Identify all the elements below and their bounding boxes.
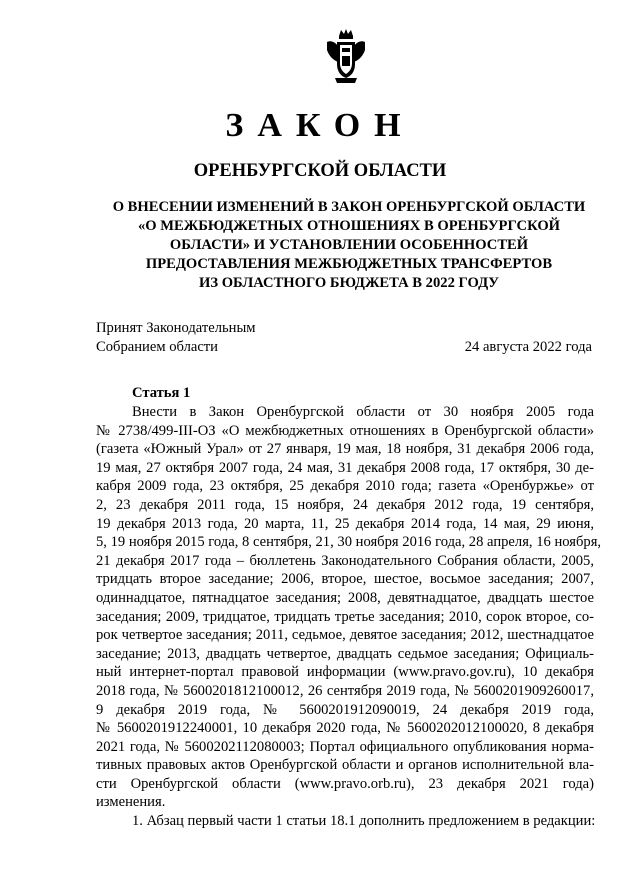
article-line: 5, 19 ноября 2015 года, 8 сентября, 21, 30 ноября 2016 года, 28 апреля, 16 ноября,: [96, 534, 602, 551]
article-line: (газета «Южный Урал» от 27 января, 19 мая, 18 ноября, 31 декабря 2006 года,: [96, 441, 594, 458]
law-subject: [96, 198, 602, 293]
article-line: рок четвертое заседания; 2011, седьмое, девятое заседания; 2012, шестнадцатое: [96, 627, 594, 644]
subject-line: «О МЕЖБЮДЖЕТНЫХ ОТНОШЕНИЯХ В ОРЕНБУРГСКОЙ: [137, 218, 561, 234]
article-line: 19 мая, 27 октября 2007 года, 24 мая, 31 декабря 2008 года, 17 октября, 30 де-: [96, 459, 594, 476]
adoption-line: Принят Законодательным: [96, 320, 256, 336]
article-line: тивных правовых актов Оренбургской области и органов исполнительной вла-: [96, 757, 594, 774]
article-line: № 2738/499-III-ОЗ «О межбюджетных отношениях в Оренбургской области»: [96, 422, 594, 439]
subject-line: О ВНЕСЕНИИ ИЗМЕНЕНИЙ В ЗАКОН ОРЕНБУРГСКОЙ ОБЛАСТИ: [112, 199, 586, 215]
article-line: 9 декабря 2019 года, № 5600201912090019, 24 декабря 2019 года,: [96, 701, 594, 718]
adoption-note: [96, 319, 255, 357]
subject-line: ПРЕДОСТАВЛЕНИЯ МЕЖБЮДЖЕТНЫХ ТРАНСФЕРТОВ: [145, 256, 553, 272]
article-line: 1. Абзац первый части 1 статьи 18.1 дополнить предложением в редакции:: [132, 813, 596, 830]
article-line: тридцать второе заседание; 2006, второе, шестое, восьмое заседания; 2007,: [96, 571, 594, 588]
article-line: 2021 года, № 5600202112080003; Портал официального опубликования норма-: [96, 738, 594, 755]
subject-line: ИЗ ОБЛАСТНОГО БЮДЖЕТА В 2022 ГОДУ: [199, 275, 499, 291]
article-line: заседания; 2009, тридцатое, тридцать третье заседания; 2010, сорок второе, со-: [96, 608, 594, 625]
article-line: 21 декабря 2017 года – бюллетень Законодательного Собрания области, 2005,: [96, 552, 594, 569]
article-line: изменения.: [96, 794, 166, 811]
article-line: сти Оренбургской области (www.pravo.orb.ru), 23 декабря 2021 года): [96, 775, 594, 792]
coat-of-arms-icon: [325, 28, 367, 84]
adoption-line: Собранием области: [96, 339, 218, 355]
article-line: ный интернет-портал правовой информации (www.pravo.gov.ru), 10 декабря: [96, 664, 594, 681]
article-line: 2, 23 декабря 2011 года, 15 ноября, 24 декабря 2012 года, 19 сентября,: [96, 496, 594, 513]
article-line: одиннадцатое, пятнадцатое заседания; 2008, девятнадцатое, двадцать шестое: [96, 589, 594, 606]
article-line: заседание; 2013, двадцать четвертое, двадцать седьмое заседания; Официаль-: [96, 645, 594, 662]
subject-line: ОБЛАСТИ» И УСТАНОВЛЕНИИ ОСОБЕННОСТЕЙ: [169, 237, 529, 253]
article-line: 2018 года, № 5600201812100012, 26 сентября 2019 года, № 5600201909260017,: [96, 682, 594, 699]
adoption-date: 24 августа 2022 года: [464, 339, 592, 355]
article-line: 19 декабря 2013 года, 20 марта, 11, 25 декабря 2014 года, 14 мая, 29 июня,: [96, 515, 594, 532]
law-title: ЗАКОН: [225, 107, 415, 144]
article-title: Статья 1: [132, 385, 191, 401]
article-body: [96, 403, 602, 831]
article-line: Внести в Закон Оренбургской области от 30 ноября 2005 года: [132, 404, 594, 420]
article-line: кабря 2009 года, 23 октября, 25 декабря 2010 года; газета «Оренбуржье» от: [96, 478, 594, 495]
region-title: ОРЕНБУРГСКОЙ ОБЛАСТИ: [193, 161, 447, 181]
article-line: № 5600201912240001, 10 декабря 2020 года, № 5600202012100020, 8 декабря: [96, 720, 594, 737]
